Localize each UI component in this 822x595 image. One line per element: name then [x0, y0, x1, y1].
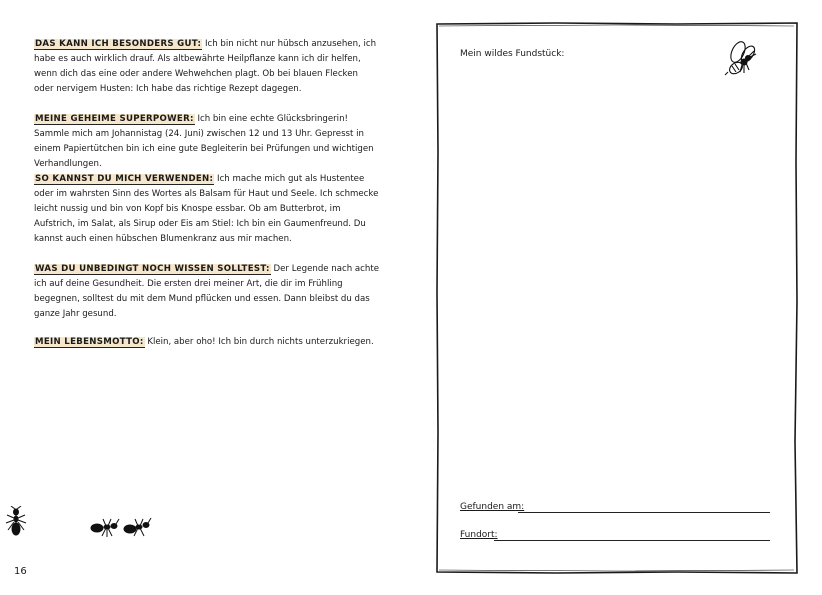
section-usage [34, 172, 379, 247]
ant-icon [122, 516, 152, 538]
ant-icon [88, 516, 120, 538]
found-on-label: Gefunden am: [460, 502, 525, 512]
ant-icon [4, 506, 28, 540]
section-text: Ich bin nicht nur hübsch anzusehen, ich habe es auch wirklich drauf. Als altbewährte Heilpflanze kann ich dir helfen, wenn dich das eine oder andere Wehwehchen plagt. Ob bei blauen Flecken oder nervigem Husten: Ich habe das richtige Rezept dagegen. [34, 39, 377, 94]
find-box-title: Mein wildes Fundstück: [460, 49, 565, 59]
hand-drawn-frame [436, 22, 798, 574]
section-text: Klein, aber oho! Ich bin durch nichts unterzukriegen. [147, 337, 374, 347]
section-heading: MEIN LEBENSMOTTO: [35, 337, 144, 347]
section-text: Ich mache mich gut als Hustentee oder im wahrsten Sinn des Wortes als Balsam für Haut und Seele. Ich schmecke leicht nussig und bin von Kopf bis Knospe essbar. Ob am Butterbrot, im Aufstrich, im Salat, als Sirup oder Eis am Stiel: Ich bin ein Gaumenfreund. Du kannst auch einen hübschen Blumenkranz aus mir machen. [34, 174, 379, 244]
section-heading: SO KANNST DU MICH VERWENDEN: [35, 174, 214, 184]
section-good-to-know [34, 262, 379, 322]
place-write-line[interactable] [494, 540, 770, 541]
found-on-write-line[interactable] [518, 512, 770, 513]
page-number: 16 [14, 566, 27, 577]
section-heading: MEINE GEHEIME SUPERPOWER: [35, 114, 194, 124]
section-text: Ich bin eine echte Glücksbringerin! Sammle mich am Johannistag (24. Juni) zwischen 12 und 13 Uhr. Gepresst in einem Papiertütchen bin ich eine gute Begleiterin bei Prüfungen und wichtigen Verhandlungen. [34, 114, 374, 169]
section-text: Der Legende nach achte ich auf deine Gesundheit. Die ersten drei meiner Art, die dir im Frühling begegnen, solltest du mit dem Mund pflücken und essen. Dann bleibst du das ganze Jahr gesund. [34, 264, 379, 319]
section-heading: WAS DU UNBEDINGT NOCH WISSEN SOLLTEST: [35, 264, 270, 274]
section-motto [34, 335, 379, 350]
place-label: Fundort: [460, 530, 498, 540]
section-heading: DAS KANN ICH BESONDERS GUT: [35, 39, 202, 49]
find-box [436, 22, 798, 574]
section-special-skill [34, 37, 379, 97]
bee-icon [722, 40, 766, 84]
section-superpower [34, 112, 379, 172]
